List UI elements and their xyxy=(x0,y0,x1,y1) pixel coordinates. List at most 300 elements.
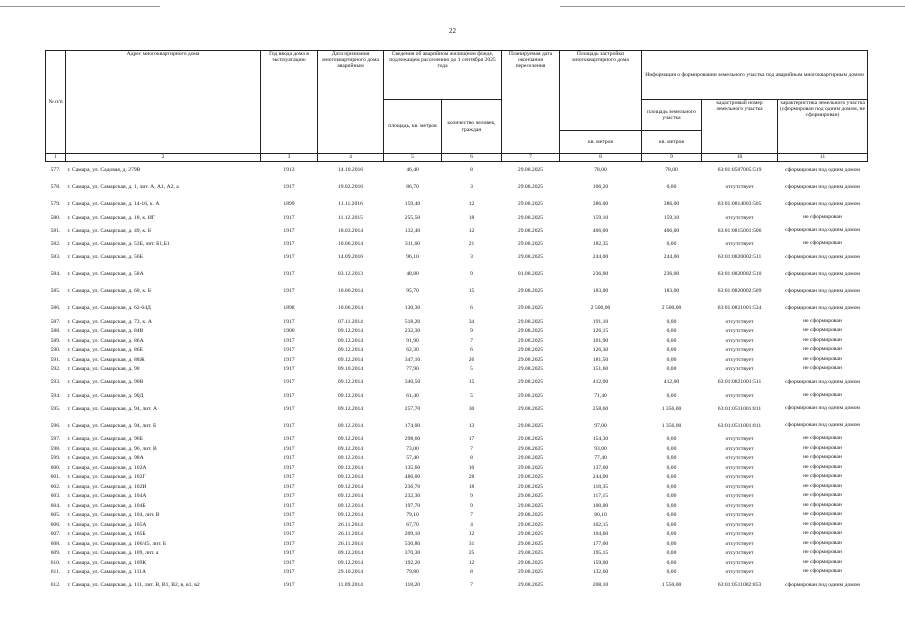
row-planned-date: 29.08.2025 xyxy=(517,254,544,261)
row-year: 1917 xyxy=(283,241,295,248)
row-land-area: 0,00 xyxy=(666,328,677,335)
row-land-area: 0,00 xyxy=(666,318,677,325)
row-characteristic: не сформирован xyxy=(803,568,842,575)
row-fund-area: 197,70 xyxy=(404,502,421,509)
row-people: 7 xyxy=(470,445,473,452)
row-characteristic: сформирован под одним домом xyxy=(785,287,860,294)
row-building-area: 159,10 xyxy=(592,214,609,221)
row-characteristic: не сформирован xyxy=(803,463,842,470)
row-number: 593. xyxy=(50,379,61,386)
row-characteristic: не сформирован xyxy=(803,444,842,451)
row-number: 586. xyxy=(50,305,61,312)
table-row xyxy=(46,539,868,549)
row-planned-date: 29.08.2025 xyxy=(517,318,544,325)
row-building-area: 191,10 xyxy=(592,318,609,325)
row-number: 597. xyxy=(50,436,61,443)
row-date-emergency: 09.10.2014 xyxy=(337,366,364,373)
row-number: 601. xyxy=(50,474,61,481)
row-year: 1898 xyxy=(283,305,295,312)
row-land-area: 0,00 xyxy=(666,474,677,481)
table-row xyxy=(46,300,868,317)
row-building-area: 183,00 xyxy=(592,288,609,295)
table-row xyxy=(46,492,868,502)
table-row xyxy=(46,401,868,418)
emergency-housing-table xyxy=(45,50,868,594)
row-fund-area: 232,30 xyxy=(404,328,421,335)
row-people: 8 xyxy=(470,455,473,462)
row-cadastral: отсутствует xyxy=(725,241,754,248)
row-fund-area: 67,70 xyxy=(406,521,419,528)
row-planned-date: 29.08.2025 xyxy=(517,405,544,412)
row-characteristic: не сформирован xyxy=(803,539,842,546)
row-number: 582. xyxy=(50,241,61,248)
row-planned-date: 29.08.2025 xyxy=(517,392,544,399)
row-number: 610. xyxy=(50,559,61,566)
row-people: 13 xyxy=(468,422,475,429)
row-planned-date: 29.08.2025 xyxy=(517,337,544,344)
header-num: № п/п xyxy=(46,51,66,154)
row-address: г. Самара, ул. Самарская, д. 53Б, лит. Б1,Б1 xyxy=(67,241,170,248)
row-address: г. Самара, ул. Самарская, д. 102Г xyxy=(67,474,146,481)
row-number: 608. xyxy=(50,540,61,547)
table-row xyxy=(46,391,868,401)
row-building-area: 78,00 xyxy=(594,167,607,174)
row-characteristic: не сформирован xyxy=(803,435,842,442)
row-characteristic: сформирован под одним домом xyxy=(785,378,860,385)
row-date-emergency: 09.12.2014 xyxy=(337,455,364,462)
row-land-area: 0,00 xyxy=(666,502,677,509)
row-land-area: 0,00 xyxy=(666,445,677,452)
row-number: 594. xyxy=(50,392,61,399)
row-people: 12 xyxy=(468,559,475,566)
row-year: 1917 xyxy=(283,569,295,576)
row-fund-area: 255,50 xyxy=(404,214,421,221)
row-number: 599. xyxy=(50,455,61,462)
row-people: 12 xyxy=(468,531,475,538)
row-land-area: 0,00 xyxy=(666,455,677,462)
row-date-emergency: 09.12.2014 xyxy=(337,392,364,399)
row-planned-date: 29.08.2025 xyxy=(517,550,544,557)
row-building-area: 101,90 xyxy=(592,337,609,344)
row-cadastral: отсутствует xyxy=(725,502,754,509)
row-number: 587. xyxy=(50,318,61,325)
row-cadastral: отсутствует xyxy=(725,337,754,344)
row-cadastral: 63:01:0815001:506 xyxy=(717,227,762,234)
row-people: 18 xyxy=(468,214,475,221)
row-characteristic: сформирован под одним домом xyxy=(785,227,860,234)
row-fund-area: 518,20 xyxy=(404,318,421,325)
row-address: г. Самара, ул. Самарская, д. 106/45, лит. Б xyxy=(67,540,167,547)
row-land-area: 0,00 xyxy=(666,550,677,557)
row-characteristic: сформирован под одним домом xyxy=(785,581,860,588)
row-cadastral: 63:01:0511001:811 xyxy=(717,405,762,412)
row-date-emergency: 09.12.2014 xyxy=(337,337,364,344)
header-land-info: Информация о формировании земельного участка под аварийным многоквартирным домом xyxy=(642,51,868,100)
row-characteristic: не сформирован xyxy=(803,365,842,372)
row-address: г. Самара, ул. Садовая, д. 279В xyxy=(67,167,141,174)
row-planned-date: 29.08.2025 xyxy=(517,201,544,208)
row-fund-area: 130,30 xyxy=(404,305,421,312)
row-address: г. Самара, ул. Самарская, д. 62-64Д xyxy=(67,305,151,312)
row-year: 1917 xyxy=(283,392,295,399)
row-planned-date: 29.08.2025 xyxy=(517,540,544,547)
row-cadastral: отсутствует xyxy=(725,328,754,335)
row-cadastral: 63:01:0821001:511 xyxy=(717,379,762,386)
table-row xyxy=(46,196,868,213)
row-characteristic: не сформирован xyxy=(803,327,842,334)
row-fund-area: 257,70 xyxy=(404,405,421,412)
row-cadastral: отсутствует xyxy=(725,392,754,399)
row-land-area: 0,00 xyxy=(666,356,677,363)
table-row xyxy=(46,240,868,250)
row-year: 1917 xyxy=(283,271,295,278)
row-building-area: 80,10 xyxy=(594,512,607,519)
row-date-emergency: 09.12.2014 xyxy=(337,464,364,471)
row-characteristic: не сформирован xyxy=(803,520,842,527)
row-characteristic: сформирован под одним домом xyxy=(785,200,860,207)
table-row xyxy=(46,162,868,180)
row-characteristic: сформирован под одним домом xyxy=(785,253,860,260)
table-row xyxy=(46,577,868,594)
table-row xyxy=(46,473,868,483)
table-row xyxy=(46,530,868,540)
row-cadastral: отсутствует xyxy=(725,366,754,373)
header-characteristic: характеристика земельного участка (сформирован под одним домом, не сформирован) xyxy=(778,100,868,154)
row-number: 585. xyxy=(50,288,61,295)
row-building-area: 104,60 xyxy=(592,531,609,538)
row-fund-area: 86,70 xyxy=(406,184,419,191)
row-planned-date: 29.08.2025 xyxy=(517,184,544,191)
row-planned-date: 29.08.2025 xyxy=(517,531,544,538)
row-date-emergency: 10.06.2014 xyxy=(337,288,364,295)
row-building-area: 244,00 xyxy=(592,254,609,261)
row-cadastral: отсутствует xyxy=(725,483,754,490)
row-planned-date: 29.08.2025 xyxy=(517,379,544,386)
table-row xyxy=(46,346,868,356)
row-cadastral: 63:01:0511001:811 xyxy=(717,422,762,429)
row-fund-area: 298,60 xyxy=(404,436,421,443)
row-land-area: 0,00 xyxy=(666,392,677,399)
row-year: 1917 xyxy=(283,559,295,566)
row-characteristic: не сформирован xyxy=(803,549,842,556)
row-fund-area: 347,10 xyxy=(404,356,421,363)
row-date-emergency: 10.06.2014 xyxy=(337,241,364,248)
row-cadastral: отсутствует xyxy=(725,521,754,528)
row-number: 577. xyxy=(50,167,61,174)
row-characteristic: не сформирован xyxy=(803,355,842,362)
row-planned-date: 29.08.2025 xyxy=(517,464,544,471)
row-year: 1917 xyxy=(283,254,295,261)
row-year: 1917 xyxy=(283,493,295,500)
row-address: г. Самара, ул. Самарская, д. 84В xyxy=(67,328,144,335)
row-fund-area: 118,20 xyxy=(404,582,421,589)
row-land-area: 406,00 xyxy=(663,227,680,234)
row-building-area: 208,10 xyxy=(592,582,609,589)
row-year: 1917 xyxy=(283,464,295,471)
row-address: г. Самара, ул. Самарская, д. 96Б xyxy=(67,436,143,443)
row-land-area: 0,00 xyxy=(666,569,677,576)
row-address: г. Самара, ул. Самарская, д. 58А xyxy=(67,271,144,278)
row-number: 596. xyxy=(50,422,61,429)
row-fund-area: 46,40 xyxy=(406,167,419,174)
row-fund-area: 159,40 xyxy=(404,201,421,208)
table-row xyxy=(46,558,868,568)
top-rule-right xyxy=(560,6,905,7)
row-address: г. Самара, ул. Самарская, д. 73, к. А xyxy=(67,318,152,325)
table-row xyxy=(46,520,868,530)
row-cadastral: отсутствует xyxy=(725,550,754,557)
row-people: 7 xyxy=(470,582,473,589)
row-cadastral: отсутствует xyxy=(725,184,754,191)
row-people: 6 xyxy=(470,305,473,312)
row-number: 581. xyxy=(50,227,61,234)
row-planned-date: 29.08.2025 xyxy=(517,167,544,174)
table-row xyxy=(46,179,868,196)
column-number: 5 xyxy=(384,154,442,162)
row-number: 579. xyxy=(50,201,61,208)
row-land-area: 386,00 xyxy=(663,201,680,208)
row-date-emergency: 09.12.2014 xyxy=(337,379,364,386)
row-planned-date: 29.08.2025 xyxy=(517,455,544,462)
row-address: г. Самара, ул. Самарская, д. 60, к. Б xyxy=(67,288,152,295)
row-fund-area: 174,00 xyxy=(404,422,421,429)
header-planned-date: Планируемая дата окончания переселения xyxy=(502,51,560,154)
row-land-area: 0,00 xyxy=(666,347,677,354)
row-characteristic: не сформирован xyxy=(803,213,842,220)
row-year: 1917 xyxy=(283,582,295,589)
row-date-emergency: 19.02.2016 xyxy=(337,184,364,191)
row-planned-date: 29.08.2025 xyxy=(517,214,544,221)
row-land-area: 0,00 xyxy=(666,540,677,547)
row-building-area: 236,00 xyxy=(592,271,609,278)
row-land-area: 1 356,00 xyxy=(661,405,682,412)
row-cadastral: отсутствует xyxy=(725,493,754,500)
row-cadastral: 63:01:0820002:510 xyxy=(717,271,762,278)
row-date-emergency: 26.11.2014 xyxy=(338,521,363,528)
row-number: 598. xyxy=(50,445,61,452)
row-date-emergency: 09.12.2014 xyxy=(337,356,364,363)
row-characteristic: не сформирован xyxy=(803,530,842,537)
row-address: г. Самара, ул. Самарская, д. 104, лит. В xyxy=(67,512,160,519)
row-date-emergency: 18.03.2014 xyxy=(337,227,364,234)
header-land-area-unit: кв. метров xyxy=(642,131,702,154)
row-land-area: 183,00 xyxy=(663,288,680,295)
row-characteristic: не сформирован xyxy=(803,346,842,353)
row-year: 1917 xyxy=(283,455,295,462)
row-year: 1917 xyxy=(283,366,295,373)
row-people: 34 xyxy=(468,318,475,325)
row-number: 584. xyxy=(50,271,61,278)
row-planned-date: 29.08.2025 xyxy=(517,288,544,295)
row-building-area: 118,35 xyxy=(592,483,609,490)
table-row xyxy=(46,435,868,445)
row-address: г. Самара, ул. Самарская, д. 88Ж xyxy=(67,356,145,363)
row-year: 1917 xyxy=(283,356,295,363)
column-number: 8 xyxy=(560,154,642,162)
row-year: 1917 xyxy=(283,405,295,412)
row-fund-area: 530,80 xyxy=(404,540,421,547)
row-date-emergency: 09.12.2014 xyxy=(337,474,364,481)
row-building-area: 126,30 xyxy=(592,347,609,354)
row-number: 607. xyxy=(50,531,61,538)
row-people: 9 xyxy=(470,493,473,500)
row-year: 1917 xyxy=(283,347,295,354)
table-row xyxy=(46,327,868,337)
row-date-emergency: 09.12.2014 xyxy=(337,559,364,566)
row-building-area: 97,00 xyxy=(594,422,607,429)
row-number: 588. xyxy=(50,328,61,335)
table-row xyxy=(46,549,868,559)
row-date-emergency: 09.12.2014 xyxy=(337,422,364,429)
row-date-emergency: 09.12.2014 xyxy=(337,436,364,443)
row-building-area: 77,40 xyxy=(594,455,607,462)
row-building-area: 126,15 xyxy=(592,328,609,335)
row-people: 26 xyxy=(468,356,475,363)
row-fund-area: 340,50 xyxy=(404,379,421,386)
row-land-area: 0,00 xyxy=(666,241,677,248)
table-row xyxy=(46,355,868,365)
table-body xyxy=(46,162,868,595)
row-date-emergency: 11.12.2015 xyxy=(338,214,363,221)
row-fund-area: 48,80 xyxy=(406,271,419,278)
row-number: 612. xyxy=(50,582,61,589)
row-characteristic: сформирован под одним домом xyxy=(785,405,860,412)
row-cadastral: 63:01:0814003:505 xyxy=(717,201,762,208)
row-people: 25 xyxy=(468,550,475,557)
header-building-area: Площадь застройки многоквартирного дома xyxy=(560,51,642,131)
row-characteristic: не сформирован xyxy=(803,391,842,398)
row-people: 15 xyxy=(468,379,475,386)
table-row xyxy=(46,501,868,511)
row-address: г. Самара, ул. Самарская, д. 86А xyxy=(67,337,144,344)
row-people: 5 xyxy=(470,392,473,399)
row-characteristic: не сформирован xyxy=(803,240,842,247)
row-cadastral: отсутствует xyxy=(725,445,754,452)
row-number: 602. xyxy=(50,483,61,490)
row-number: 605. xyxy=(50,512,61,519)
row-year: 1917 xyxy=(283,512,295,519)
row-building-area: 71,40 xyxy=(594,392,607,399)
row-number: 595. xyxy=(50,405,61,412)
row-characteristic: сформирован под одним домом xyxy=(785,166,860,173)
row-year: 1917 xyxy=(283,379,295,386)
row-people: 17 xyxy=(468,436,475,443)
row-fund-area: 370,30 xyxy=(404,550,421,557)
column-number: 6 xyxy=(442,154,502,162)
row-address: г. Самара, ул. Самарская, д. 90Д xyxy=(67,392,144,399)
row-address: г. Самара, ул. Самарская, д. 109, лит. а xyxy=(67,550,159,557)
row-people: 12 xyxy=(468,227,475,234)
row-number: 609. xyxy=(50,550,61,557)
row-address: г. Самара, ул. Самарская, д. 111А xyxy=(67,569,146,576)
row-planned-date: 29.08.2025 xyxy=(517,347,544,354)
row-characteristic: не сформирован xyxy=(803,473,842,480)
row-land-area: 236,00 xyxy=(663,271,680,278)
row-fund-area: 79,80 xyxy=(406,569,419,576)
row-land-area: 1 356,00 xyxy=(661,422,682,429)
row-planned-date: 29.08.2025 xyxy=(517,493,544,500)
row-people: 7 xyxy=(470,337,473,344)
row-cadastral: 63:01:0820002:509 xyxy=(717,288,762,295)
row-planned-date: 29.08.2025 xyxy=(517,559,544,566)
table-row xyxy=(46,568,868,578)
table-row xyxy=(46,249,868,266)
row-building-area: 181,50 xyxy=(592,356,609,363)
row-year: 1917 xyxy=(283,474,295,481)
row-fund-area: 311,60 xyxy=(404,241,421,248)
row-building-area: 102,15 xyxy=(592,521,609,528)
header-land-area: площадь земельного участка xyxy=(642,100,702,131)
row-year: 1917 xyxy=(283,288,295,295)
row-year: 1917 xyxy=(283,483,295,490)
row-number: 590. xyxy=(50,347,61,354)
row-fund-area: 135,60 xyxy=(404,464,421,471)
row-planned-date: 29.08.2025 xyxy=(517,241,544,248)
header-building-area-unit: кв. метров xyxy=(560,131,642,154)
row-address: г. Самара, ул. Самарская, д. 98А xyxy=(67,455,144,462)
table-row xyxy=(46,283,868,300)
row-year: 1899 xyxy=(283,201,295,208)
row-number: 606. xyxy=(50,521,61,528)
row-people: 9 xyxy=(470,328,473,335)
header-year: Год ввода дома в эксплуатацию xyxy=(261,51,318,154)
row-characteristic: не сформирован xyxy=(803,336,842,343)
column-number: 10 xyxy=(702,154,778,162)
row-building-area: 154,30 xyxy=(592,436,609,443)
row-date-emergency: 09.12.2014 xyxy=(337,512,364,519)
row-year: 1917 xyxy=(283,445,295,452)
table-row xyxy=(46,213,868,223)
top-rule-left xyxy=(0,6,160,7)
row-land-area: 0,00 xyxy=(666,559,677,566)
row-characteristic: не сформирован xyxy=(803,511,842,518)
row-date-emergency: 09.12.2014 xyxy=(337,493,364,500)
row-date-emergency: 09.12.2014 xyxy=(337,483,364,490)
row-date-emergency: 26.11.2014 xyxy=(338,540,363,547)
row-people: 18 xyxy=(468,483,475,490)
row-building-area: 117,15 xyxy=(592,493,609,500)
row-building-area: 106,20 xyxy=(592,184,609,191)
row-year: 1917 xyxy=(283,227,295,234)
row-date-emergency: 14.09.2016 xyxy=(337,254,364,261)
row-characteristic: не сформирован xyxy=(803,492,842,499)
row-address: г. Самара, ул. Самарская, д. 18, к. ИГ xyxy=(67,214,156,221)
row-date-emergency: 09.12.2014 xyxy=(337,550,364,557)
row-building-area: 159,00 xyxy=(592,559,609,566)
row-date-emergency: 09.12.2014 xyxy=(337,328,364,335)
table-row xyxy=(46,511,868,521)
row-planned-date: 29.08.2025 xyxy=(517,356,544,363)
row-fund-area: 236,70 xyxy=(404,483,421,490)
row-year: 1917 xyxy=(283,337,295,344)
row-fund-area: 57,40 xyxy=(406,455,419,462)
row-planned-date: 29.08.2025 xyxy=(517,422,544,429)
row-date-emergency: 09.12.2014 xyxy=(337,445,364,452)
row-fund-area: 61,40 xyxy=(406,392,419,399)
row-characteristic: сформирован под одним домом xyxy=(785,422,860,429)
row-address: г. Самара, ул. Самарская, д. 102И xyxy=(67,483,147,490)
column-number: 9 xyxy=(642,154,702,162)
table-row xyxy=(46,365,868,375)
row-planned-date: 29.08.2025 xyxy=(517,328,544,335)
row-land-area: 0,00 xyxy=(666,464,677,471)
row-planned-date: 29.08.2025 xyxy=(517,512,544,519)
row-characteristic: не сформирован xyxy=(803,482,842,489)
row-year: 1913 xyxy=(283,167,295,174)
column-number: 11 xyxy=(778,154,868,162)
header-date-emergency: Дата признания многоквартирного дома аварийным xyxy=(318,51,384,154)
row-address: г. Самара, ул. Самарская, д. 56Б xyxy=(67,254,143,261)
